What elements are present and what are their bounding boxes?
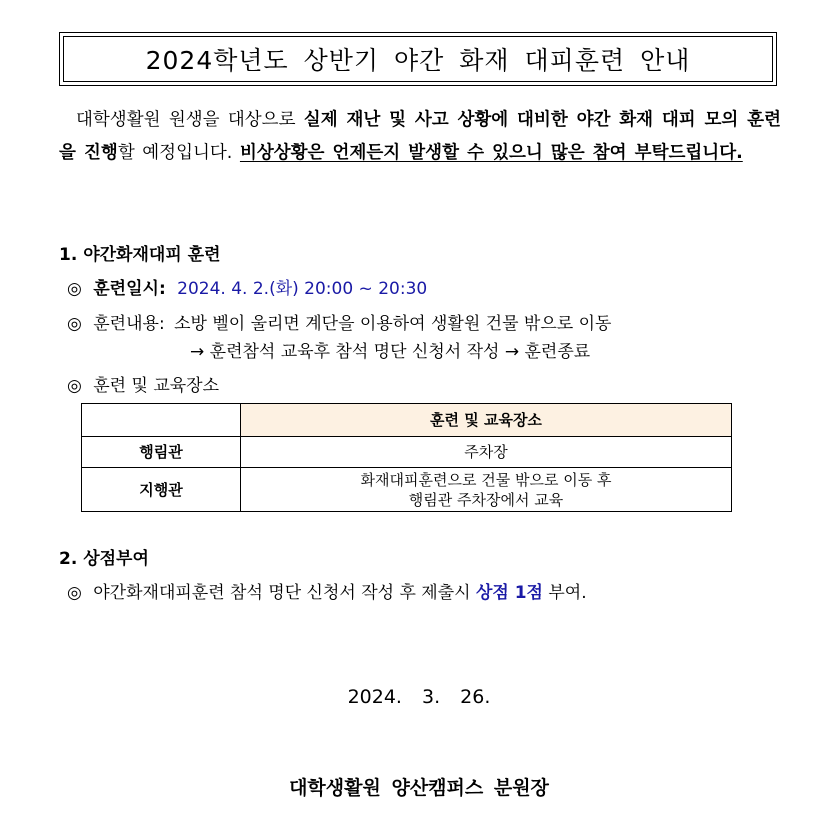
merit-text: 야간화재대피훈련 참석 명단 신청서 작성 후 제출시 <box>93 583 476 603</box>
training-content-flow: → 훈련참석 교육후 참석 명단 신청서 작성 → 훈련종료 <box>190 342 591 362</box>
building-name: 지행관 <box>82 468 241 512</box>
training-content-value: 소방 벨이 울리면 계단을 이용하여 생활원 건물 밖으로 이동 <box>174 314 612 334</box>
places-table <box>81 403 732 512</box>
training-content-label: 훈련내용: <box>93 314 165 334</box>
intro-text-2: 할 예정입니다. <box>117 143 240 163</box>
place-line: 행림관 주차장에서 교육 <box>408 490 564 509</box>
intro-bold: 실제 재난 및 사고 상황에 대비한 야간 화재 대피 모의 훈련을 진행 <box>59 110 781 163</box>
merit-text-end: 부여. <box>542 583 587 603</box>
bullet-icon: ◎ <box>67 376 82 396</box>
training-date-line <box>67 274 427 299</box>
page-title: 2024학년도 상반기 야간 화재 대피훈련 안내 <box>63 36 773 82</box>
signature: 대학생활원 양산캠퍼스 분원장 <box>289 777 549 799</box>
table-row <box>82 468 732 512</box>
title-box <box>59 32 777 86</box>
section1-heading: 1. 야간화재대피 훈련 <box>59 245 221 265</box>
section2-heading: 2. 상점부여 <box>59 549 149 569</box>
bullet-icon: ◎ <box>67 314 82 334</box>
bullet-icon: ◎ <box>67 583 82 603</box>
place-line: 화재대피훈련으로 건물 밖으로 이동 후 <box>360 470 612 489</box>
merit-highlight: 상점 1점 <box>475 583 543 603</box>
training-content-line <box>67 309 611 334</box>
place-line: 주차장 <box>464 443 508 461</box>
notice-date: 2024. 3. 26. <box>347 686 491 708</box>
intro-paragraph <box>59 104 781 170</box>
intro-underline: 비상상황은 언제든지 발생할 수 있으니 많은 참여 부탁드립니다. <box>239 143 743 163</box>
training-place-line <box>67 371 219 396</box>
intro-text: 대학생활원 원생을 대상으로 <box>76 110 304 130</box>
table-header: 훈련 및 교육장소 <box>241 404 732 437</box>
place-cell <box>241 437 732 468</box>
training-place-label: 훈련 및 교육장소 <box>93 376 220 396</box>
training-date-value: 2024. 4. 2.(화) 20:00 ~ 20:30 <box>177 279 428 299</box>
building-name: 행림관 <box>82 437 241 468</box>
place-cell <box>241 468 732 512</box>
bullet-icon: ◎ <box>67 279 82 299</box>
table-row <box>82 437 732 468</box>
training-date-label: 훈련일시: <box>93 279 166 299</box>
table-header-blank <box>82 404 241 437</box>
merit-line <box>67 578 587 603</box>
table-header-row <box>82 404 732 437</box>
